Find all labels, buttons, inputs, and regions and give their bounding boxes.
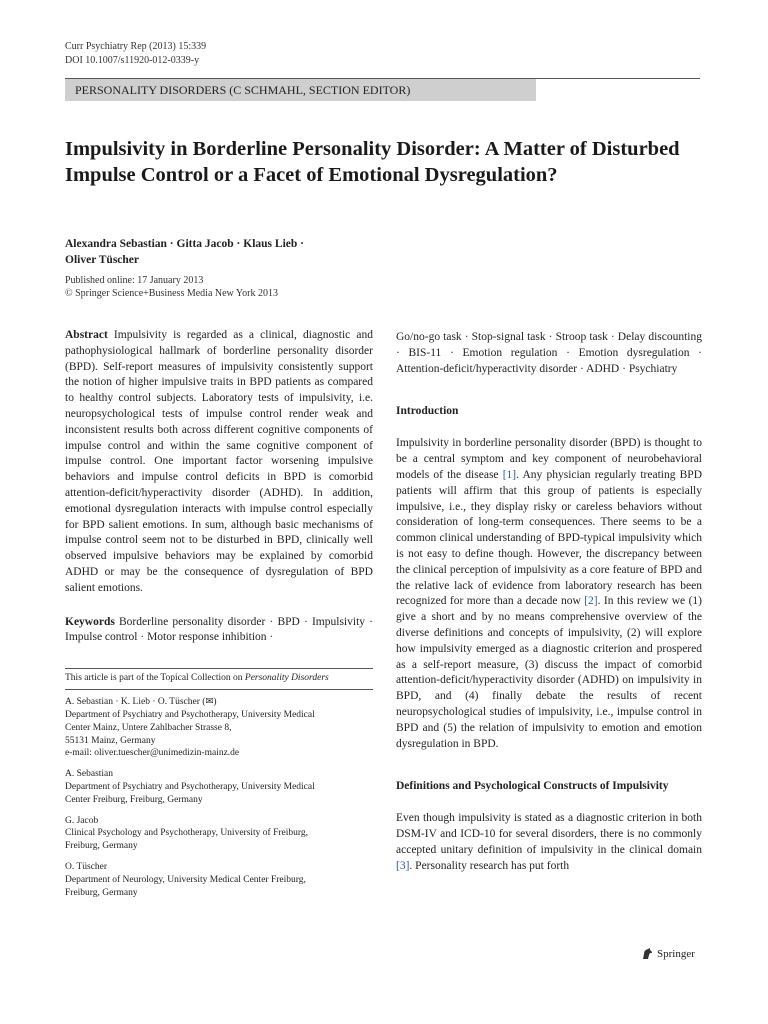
topical-collection-link[interactable]: Personality Disorders [244,673,329,684]
introduction-paragraph [396,436,702,752]
keywords-label: Keywords [65,615,115,628]
left-column [65,328,373,899]
keywords-text-left: Borderline personality disorder · BPD · Impulsivity · Impulse control · Motor response inhibition · [65,615,374,644]
reference-link-1[interactable]: [1] [502,468,517,481]
right-column [396,330,702,875]
authors [65,236,365,268]
introduction-heading: Introduction [396,405,459,418]
keywords-continued: Go/no-go task · Stop-signal task · Stroop task · Delay discounting · BIS-11 · Emotion regulation · Emotion dysregulation · Attention-deficit/hyperactivity disorder · ADHD · Psychiatry [396,331,702,375]
intro-text-part-1: Impulsivity in borderline personality disorder (BPD) is thought to be a central symptom and key component of neurobehavioral models of the disease [396,437,702,481]
definitions-text-part-1: Even though impulsivity is stated as a diagnostic criterion in both DSM-IV and ICD-10 for several disorders, there is no commonly accepted unitary definition of impulsivity in the clinical domain [396,812,702,856]
springer-horse-icon [640,947,654,961]
topical-collection-prefix: This article is part of the Topical Collection on [65,673,245,684]
reference-link-2[interactable]: [2] [584,595,598,608]
definitions-paragraph [396,811,702,874]
footnote-rule [65,668,373,669]
affiliation-block [65,815,373,853]
affiliation-names: A. Sebastian [65,769,114,780]
publication-info [65,274,278,300]
publisher-mark [640,947,695,961]
keywords [65,615,373,647]
affiliation-line: Department of Psychiatry and Psychotherapy, University Medical [65,781,315,792]
affiliation-line: Center Mainz, Untere Zahlbacher Strasse 8, [65,722,232,733]
affiliation-block [65,861,373,899]
authors-line-2: Oliver Tüscher [65,254,140,266]
affiliation-line: Center Freiburg, Freiburg, Germany [65,794,203,805]
affiliation-line[interactable]: e-mail: oliver.tuescher@unimedizin-mainz.de [65,748,240,759]
intro-text-part-2: . Any physician regularly treating BPD patients will affirm that this group of patients is especially impulsive, i.e., they display risky or careless behaviors without consideration of long-term consequences. There seems to be a common clinical understanding of BPD-typical impulsivity which is not easy to define though. However, the discrepancy between the clinical perception of impulsivity as a core feature of BPD and the relative lack of evidence from laboratory research has been recognized for more than a decade now [396,468,703,608]
affiliation-names: A. Sebastian · K. Lieb · O. Tüscher (✉) [65,697,217,708]
topical-collection-note [65,672,373,685]
affiliation-names: G. Jacob [65,815,99,826]
affiliation-block [65,768,373,806]
definitions-text-part-2: . Personality research has put forth [409,859,570,872]
published-date: Published online: 17 January 2013 [65,275,204,286]
intro-text-part-3: . In this review we (1) give a short and by no means comprehensive overview of the diverse definitions and concepts of impulsivity, (2) will explore how impulsivity emerged as a diagnostic criterion and prospered as a self-report measure, (3) discuss the impact of comorbid attention-deficit/hyperactivity disorder (ADHD) on impulsivity in BPD, and (4) finally debate the results of recent neuropsychological studies of impulsivity, i.e., impulse control in BPD and (5) the relation of impulsivity to emotion and emotion dysregulation in BPD. [396,595,702,750]
copyright: © Springer Science+Business Media New York 2013 [65,288,278,299]
affiliation-line: Freiburg, Germany [65,841,138,852]
affiliation-line: Department of Neurology, University Medical Center Freiburg, [65,874,306,885]
abstract-label: Abstract [65,329,108,341]
affiliation-line: Clinical Psychology and Psychotherapy, University of Freiburg, [65,828,309,839]
article-title: Impulsivity in Borderline Personality Disorder: A Matter of Disturbed Impulse Control or a Facet of Emotional Dysregulation? [65,138,680,186]
footnote-rule-2 [65,689,373,690]
journal-citation: Curr Psychiatry Rep (2013) 15:339 [65,41,207,52]
reference-link-3[interactable]: [3] [396,859,410,872]
affiliation-line: 55131 Mainz, Germany [65,735,156,746]
authors-line-1: Alexandra Sebastian · Gitta Jacob · Klaus Lieb · [65,238,304,250]
section-bar: PERSONALITY DISORDERS (C SCHMAHL, SECTION EDITOR) [65,79,536,101]
definitions-heading: Definitions and Psychological Constructs of Impulsivity [396,780,669,793]
doi: DOI 10.1007/s11920-012-0339-y [65,55,200,66]
publisher-name: Springer [657,948,695,960]
affiliation-names: O. Tüscher [65,861,108,872]
affiliations [65,696,373,899]
affiliation-line: Department of Psychiatry and Psychotherapy, University Medical [65,709,315,720]
abstract-text: Impulsivity is regarded as a clinical, diagnostic and pathophysiological hallmark of borderline personality disorder (BPD). Self-report measures of impulsivity consistently support the notion of higher impulsive traits in BPD patients as compared to healthy control subjects. Laboratory tests of impulsivity, i.e. neuropsychological tests of impulse control render weak and inconsistent results both across different cognitive components of impulse control and within the same cognitive component of impulse control. One important factor worsening impulsive behaviors and impulse control deficits in BPD is comorbid attention-deficit/hyperactivity disorder (ADHD). In addition, emotional dysregulation interacts with impulse control especially for BPD salient emotions. In sum, although basic mechanisms of impulse control seem not to be disturbed in BPD, clinically well observed impulsive behaviors may be explained by comorbid ADHD or may be the consequence of dysregulation of BPD salient emotions. [65,329,373,594]
affiliation-block [65,696,373,760]
journal-reference [65,40,206,68]
affiliation-line: Freiburg, Germany [65,887,138,898]
abstract [65,328,373,597]
